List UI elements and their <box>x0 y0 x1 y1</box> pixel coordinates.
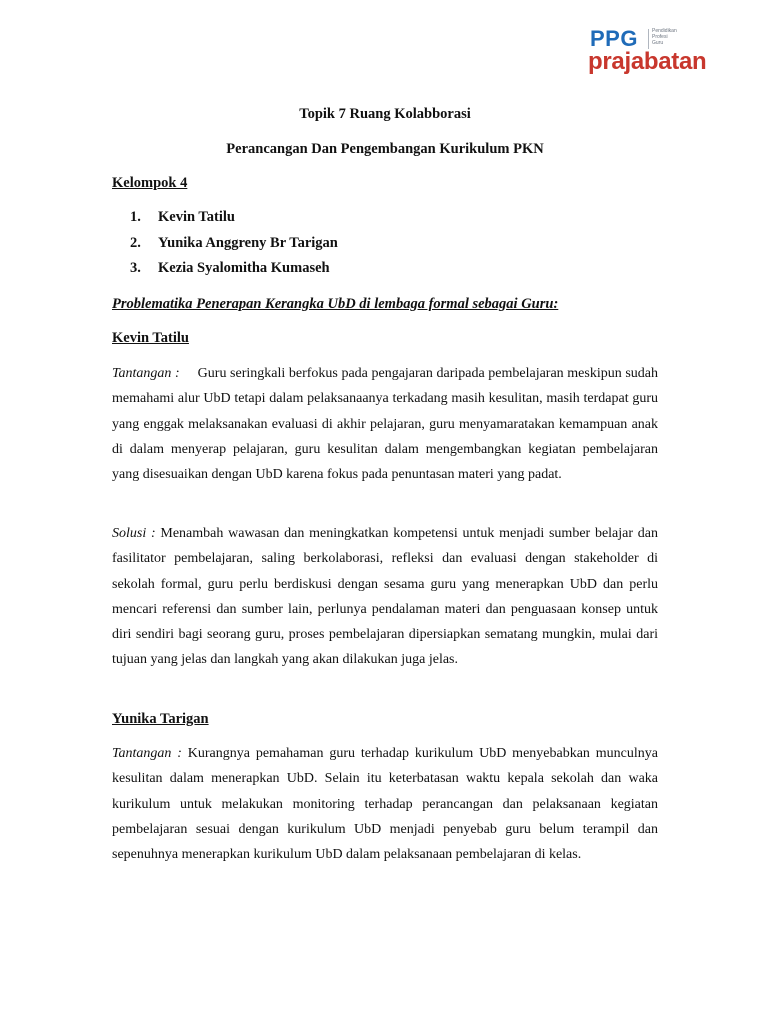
logo-sub-line: Guru <box>652 40 664 46</box>
document-title: Topik 7 Ruang Kolabborasi <box>299 106 471 122</box>
logo-subtitle <box>652 28 712 46</box>
solution-label: Solusi : <box>112 526 156 541</box>
logo-divider <box>648 29 649 49</box>
member-item <box>130 234 338 260</box>
logo-ppg-text: PPG <box>590 26 638 51</box>
member-item <box>130 208 338 234</box>
challenge-text: Kurangnya pemahaman guru terhadap kurikulum UbD menyebabkan munculnya kesulitan dalam menerapkan UbD. Selain itu keterbatasan waktu kepala sekolah dan waka kurikulum untuk melakukan monitoring terhadap perancangan dan pelaksanaan kegiatan pembelajaran sesuai dengan kurikulum UbD menjadi penyebab guru belum terampil dan sepenuhnya menerapkan kurikulum UbD dalam pelaksanaan pembelajaran di kelas. <box>112 746 658 863</box>
member-number: 3. <box>130 260 141 276</box>
section-heading-yunika: Yunika Tarigan <box>112 711 209 727</box>
member-item <box>130 259 338 285</box>
logo-sub-line: Profesi <box>652 34 668 40</box>
problem-heading: Problematika Penerapan Kerangka UbD di lembaga formal sebagai Guru: <box>112 296 559 312</box>
logo-prajabatan-text: prajabatan <box>588 48 707 75</box>
challenge-paragraph-kevin <box>112 361 658 487</box>
solution-text: Menambah wawasan dan meningkatkan kompetensi untuk menjadi sumber belajar dan fasilitator pembelajaran, saling berkolaborasi, refleksi dan evaluasi dengan stakeholder di sekolah formal, guru perlu berdiskusi dengan sesama guru yang menerapkan UbD dan perlu mencari referensi dan sumber lain, perlunya pendalaman materi dan penguasaan konsep untuk diri sendiri bagi seorang guru, proses pembelajaran dipersiapkan sematang mungkin, mulai dari tujuan yang jelas dan langkah yang akan dilakukan juga jelas. <box>112 526 658 668</box>
member-number: 2. <box>130 234 141 251</box>
group-label: Kelompok 4 <box>112 175 188 191</box>
challenge-label: Tantangan : <box>112 366 180 381</box>
ppg-prajabatan-logo <box>586 26 728 78</box>
challenge-label: Tantangan : <box>112 746 182 761</box>
member-name: Kevin Tatilu <box>158 209 235 225</box>
member-name: Yunika Anggreny Br Tarigan <box>158 234 338 251</box>
member-list <box>130 208 338 285</box>
member-number: 1. <box>130 209 141 225</box>
challenge-paragraph-yunika <box>112 741 658 867</box>
logo-sub-line: Pendidikan <box>652 28 677 34</box>
section-heading-kevin: Kevin Tatilu <box>112 330 189 346</box>
member-name: Kezia Syalomitha Kumaseh <box>158 260 330 276</box>
document-subtitle: Perancangan Dan Pengembangan Kurikulum PKN <box>226 141 544 157</box>
challenge-text: Guru seringkali berfokus pada pengajaran daripada pembelajaran meskipun sudah memahami alur UbD tetapi dalam pelaksanaanya terkadang masih kesulitan, masih terdapat guru yang enggak melaksanakan evaluasi di akhir pelajaran, guru menyamaratakan kemampuan anak di dalam menyerap pelajaran, guru kesulitan dalam mengembangkan kegiatan pembelajaran yang disesuaikan dengan UbD karena fokus pada penuntasan materi yang padat. <box>112 366 658 483</box>
solution-paragraph-kevin <box>112 521 658 673</box>
